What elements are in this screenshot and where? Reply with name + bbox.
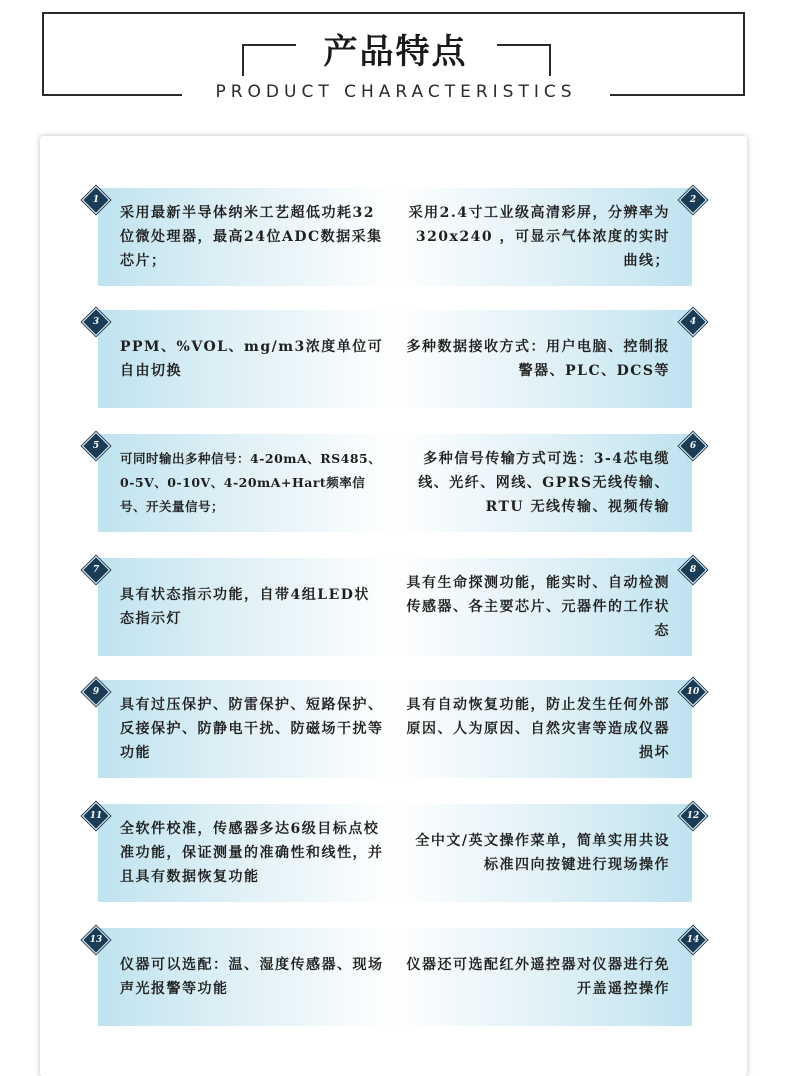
feature-card-4 [392, 310, 692, 408]
feature-card-9 [98, 680, 398, 778]
feature-number-badge: 2 [679, 186, 707, 214]
page-title: 产品特点 [323, 32, 468, 72]
feature-card-7 [98, 558, 398, 656]
feature-number-badge: 4 [679, 308, 707, 336]
feature-card-13 [98, 928, 398, 1026]
feature-text: 采用最新半导体纳米工艺超低功耗32位微处理器，最高24位ADC数据采集芯片； [120, 205, 383, 269]
feature-text: 具有过压保护、防雷保护、短路保护、反接保护、防静电干扰、防磁场干扰等功能 [120, 697, 384, 761]
feature-number-badge: 5 [82, 432, 110, 460]
feature-number-badge: 7 [82, 556, 110, 584]
feature-text: 全中文/英文操作菜单，简单实用共设标准四向按键进行现场操作 [415, 833, 670, 873]
feature-card-5 [98, 434, 398, 532]
feature-number-badge: 3 [82, 308, 110, 336]
feature-card-2 [392, 188, 692, 286]
feature-card-6 [392, 434, 692, 532]
feature-number-badge: 10 [679, 678, 707, 706]
feature-card-8 [392, 558, 692, 656]
feature-card-1 [98, 188, 398, 286]
feature-text: 具有生命探测功能，能实时、自动检测传感器、各主要芯片、元器件的工作状态 [406, 575, 670, 639]
feature-card-11 [98, 804, 398, 902]
feature-number-badge: 8 [679, 556, 707, 584]
feature-card-12 [392, 804, 692, 902]
page-subtitle: PRODUCT CHARACTERISTICS [215, 82, 577, 102]
feature-number-badge: 12 [679, 802, 707, 830]
feature-number-badge: 6 [679, 432, 707, 460]
feature-text: 多种信号传输方式可选：3-4芯电缆线、光纤、网线、GPRS无线传输、RTU 无线传输、视频传输 [418, 451, 670, 515]
feature-text: 仪器可以选配：温、湿度传感器、现场声光报警等功能 [120, 957, 384, 997]
feature-number-badge: 14 [679, 926, 707, 954]
feature-text: 具有状态指示功能，自带4组LED状态指示灯 [120, 587, 370, 627]
title-bracket-left [242, 44, 296, 76]
header-divider-left [42, 94, 182, 96]
feature-card-14 [392, 928, 692, 1026]
feature-card-10 [392, 680, 692, 778]
feature-text: 仪器还可选配红外遥控器对仪器进行免开盖遥控操作 [406, 957, 670, 997]
feature-text: 采用2.4寸工业级高清彩屏，分辨率为320x240 ，可显示气体浓度的实时曲线； [408, 205, 670, 269]
feature-text: 多种数据接收方式：用户电脑、控制报警器、PLC、DCS等 [406, 339, 670, 379]
title-bracket-right [497, 44, 551, 76]
feature-number-badge: 11 [82, 802, 110, 830]
header-divider-right [610, 94, 745, 96]
feature-number-badge: 9 [82, 678, 110, 706]
feature-text: PPM、%VOL、mg/m3浓度单位可自由切换 [120, 339, 384, 379]
feature-number-badge: 1 [82, 186, 110, 214]
feature-number-badge: 13 [82, 926, 110, 954]
feature-text: 全软件校准，传感器多达6级目标点校准功能，保证测量的准确性和线性，并且具有数据恢复功能 [120, 821, 384, 885]
feature-text: 可同时输出多种信号：4-20mA、RS485、0-5V、0-10V、4-20mA+Hart频率信号、开关量信号； [120, 451, 382, 514]
feature-card-3 [98, 310, 398, 408]
feature-text: 具有自动恢复功能，防止发生任何外部原因、人为原因、自然灾害等造成仪器损坏 [406, 697, 670, 761]
